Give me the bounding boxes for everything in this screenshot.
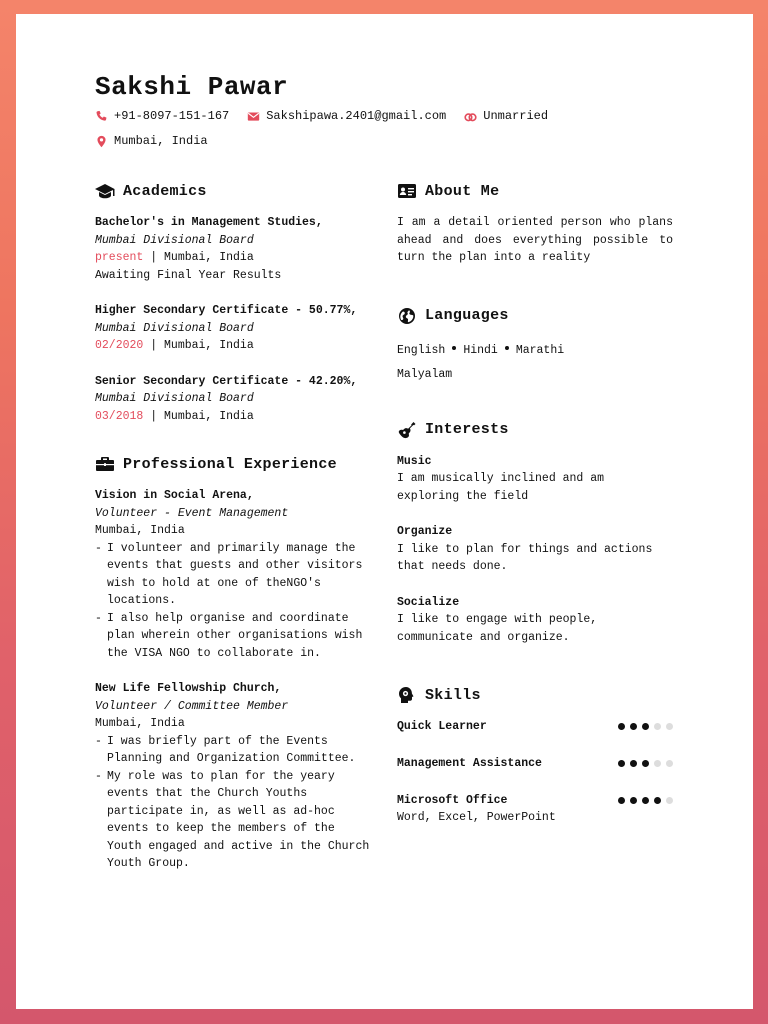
about-title: About Me [425, 182, 500, 200]
graduation-cap-icon [95, 182, 115, 200]
email-text[interactable]: Sakshipawa.2401@gmail.com [266, 109, 447, 123]
rating-dot [630, 797, 637, 804]
skill-item [397, 755, 673, 772]
duty-list [95, 540, 375, 663]
left-column [95, 182, 375, 891]
interest-desc: I like to engage with people, communicate and organize. [397, 613, 598, 644]
skill-rating [613, 723, 673, 730]
interest-item [397, 594, 673, 647]
location-text: Mumbai, India [114, 134, 208, 148]
rating-dot [630, 723, 637, 730]
skill-item [397, 718, 673, 735]
degree-line [95, 302, 375, 337]
role-title: Volunteer - Event Management [95, 506, 289, 520]
board-name: Mumbai Divisional Board [95, 392, 254, 405]
location-row [95, 134, 226, 148]
email-contact[interactable] [247, 109, 446, 123]
language-list [397, 339, 673, 387]
bullet-separator [452, 346, 456, 350]
rating-dot [666, 723, 673, 730]
duty-item: - I also help organise and coordinate plan wherein other organisations wish the VISA NGO to collaborate in. [95, 610, 375, 663]
language-row [397, 339, 673, 363]
about-text: I am a detail oriented person who plans ahead and does everything possible to turn the plan into a reality [397, 216, 673, 264]
degree-title: Bachelor's in Management Studies, [95, 216, 323, 229]
interest-desc: I am musically inclined and am exploring the field [397, 472, 605, 503]
right-column [397, 182, 673, 846]
skill-row [397, 792, 673, 809]
rating-dot [642, 797, 649, 804]
academic-entry [95, 302, 375, 355]
phone-icon [95, 110, 108, 123]
academics-title: Academics [123, 182, 207, 200]
rating-dot [654, 797, 661, 804]
skill-rating [613, 797, 673, 804]
rating-dot [654, 723, 661, 730]
academic-entry [95, 373, 375, 426]
place-text: | Mumbai, India [143, 409, 254, 423]
guitar-icon [397, 421, 417, 439]
rating-dot [630, 760, 637, 767]
duty-item: - My role was to plan for the yeary events that the Church Youths participate in, as well as ad-hoc events to keep the members of the Youth engaged and active in the Church Youth Group. [95, 768, 375, 873]
experience-heading [95, 455, 375, 473]
interests-title: Interests [425, 421, 509, 438]
date-place [95, 337, 375, 355]
skill-item [397, 792, 673, 826]
id-card-icon [397, 182, 417, 200]
skill-name: Microsoft Office [397, 794, 508, 807]
skills-heading [397, 686, 673, 704]
experience-title: Professional Experience [123, 455, 337, 473]
academics-heading [95, 182, 375, 200]
language-item: Hindi [463, 343, 498, 357]
map-pin-icon [95, 135, 108, 148]
academic-entry [95, 214, 375, 284]
interest-name: Socialize [397, 595, 460, 609]
language-row [397, 363, 673, 387]
interests-heading [397, 421, 673, 439]
language-item: Marathi [515, 343, 565, 357]
degree-title: Higher Secondary Certificate - 50.77%, [95, 304, 358, 317]
skill-name: Management Assistance [397, 757, 542, 770]
org-name: Vision in Social Arena, [95, 489, 254, 502]
duty-item: - I volunteer and primarily manage the events that guests and other visitors wish to hold at one of theNGO's locations. [95, 540, 375, 610]
candidate-name: Sakshi Pawar [95, 72, 289, 102]
org-name: New Life Fellowship Church, [95, 682, 282, 695]
interest-item [397, 523, 673, 576]
rating-dot [666, 760, 673, 767]
marital-status [464, 109, 548, 123]
skill-rating [613, 760, 673, 767]
head-brain-icon [397, 686, 417, 704]
experience-entry [95, 680, 375, 873]
experience-entry [95, 487, 375, 662]
interest-desc: I like to plan for things and actions that needs done. [397, 542, 653, 573]
phone-text: +91-8097-151-167 [114, 109, 230, 123]
language-item: Malyalam [397, 367, 453, 381]
rating-dot [666, 797, 673, 804]
org-place: Mumbai, India [95, 717, 185, 730]
skills-list [397, 718, 673, 826]
org-place: Mumbai, India [95, 524, 185, 537]
email-icon [247, 110, 260, 123]
place-text: | Mumbai, India [143, 339, 254, 352]
duty-item: - I was briefly part of the Events Planning and Organization Committee. [95, 733, 375, 768]
board-name: Mumbai Divisional Board [95, 233, 254, 247]
degree-line [95, 373, 375, 408]
place-text: | Mumbai, India [143, 251, 254, 264]
duty-list [95, 733, 375, 873]
skill-name: Quick Learner [397, 720, 487, 733]
globe-icon [397, 307, 417, 325]
skill-detail: Word, Excel, PowerPoint [397, 811, 556, 824]
role-title: Volunteer / Committee Member [95, 699, 289, 713]
briefcase-icon [95, 455, 115, 473]
skill-row [397, 718, 673, 735]
rating-dot [618, 760, 625, 767]
board-name: Mumbai Divisional Board [95, 321, 254, 335]
date-text: 03/2018 [95, 409, 144, 423]
marital-status-text: Unmarried [483, 109, 549, 123]
bullet-separator [505, 346, 509, 350]
resume-page [16, 14, 753, 1009]
date-place [95, 249, 375, 267]
rings-icon [464, 110, 477, 123]
location-contact [95, 134, 208, 148]
interest-name: Organize [397, 525, 453, 538]
rating-dot [642, 723, 649, 730]
interest-name: Music [397, 454, 432, 468]
rating-dot [654, 760, 661, 767]
phone-contact [95, 109, 229, 123]
about-heading [397, 182, 673, 200]
date-text: 02/2020 [95, 339, 144, 352]
skill-row [397, 755, 673, 772]
skills-title: Skills [425, 686, 481, 704]
date-text: present [95, 251, 144, 264]
interest-item [397, 453, 673, 506]
degree-title: Senior Secondary Certificate - 42.20%, [95, 374, 358, 388]
languages-heading [397, 307, 673, 325]
languages-title: Languages [425, 307, 509, 324]
rating-dot [618, 797, 625, 804]
academic-note: Awaiting Final Year Results [95, 268, 282, 282]
contact-row [95, 109, 566, 123]
date-place [95, 408, 375, 426]
language-item: English [397, 343, 446, 357]
rating-dot [642, 760, 649, 767]
rating-dot [618, 723, 625, 730]
